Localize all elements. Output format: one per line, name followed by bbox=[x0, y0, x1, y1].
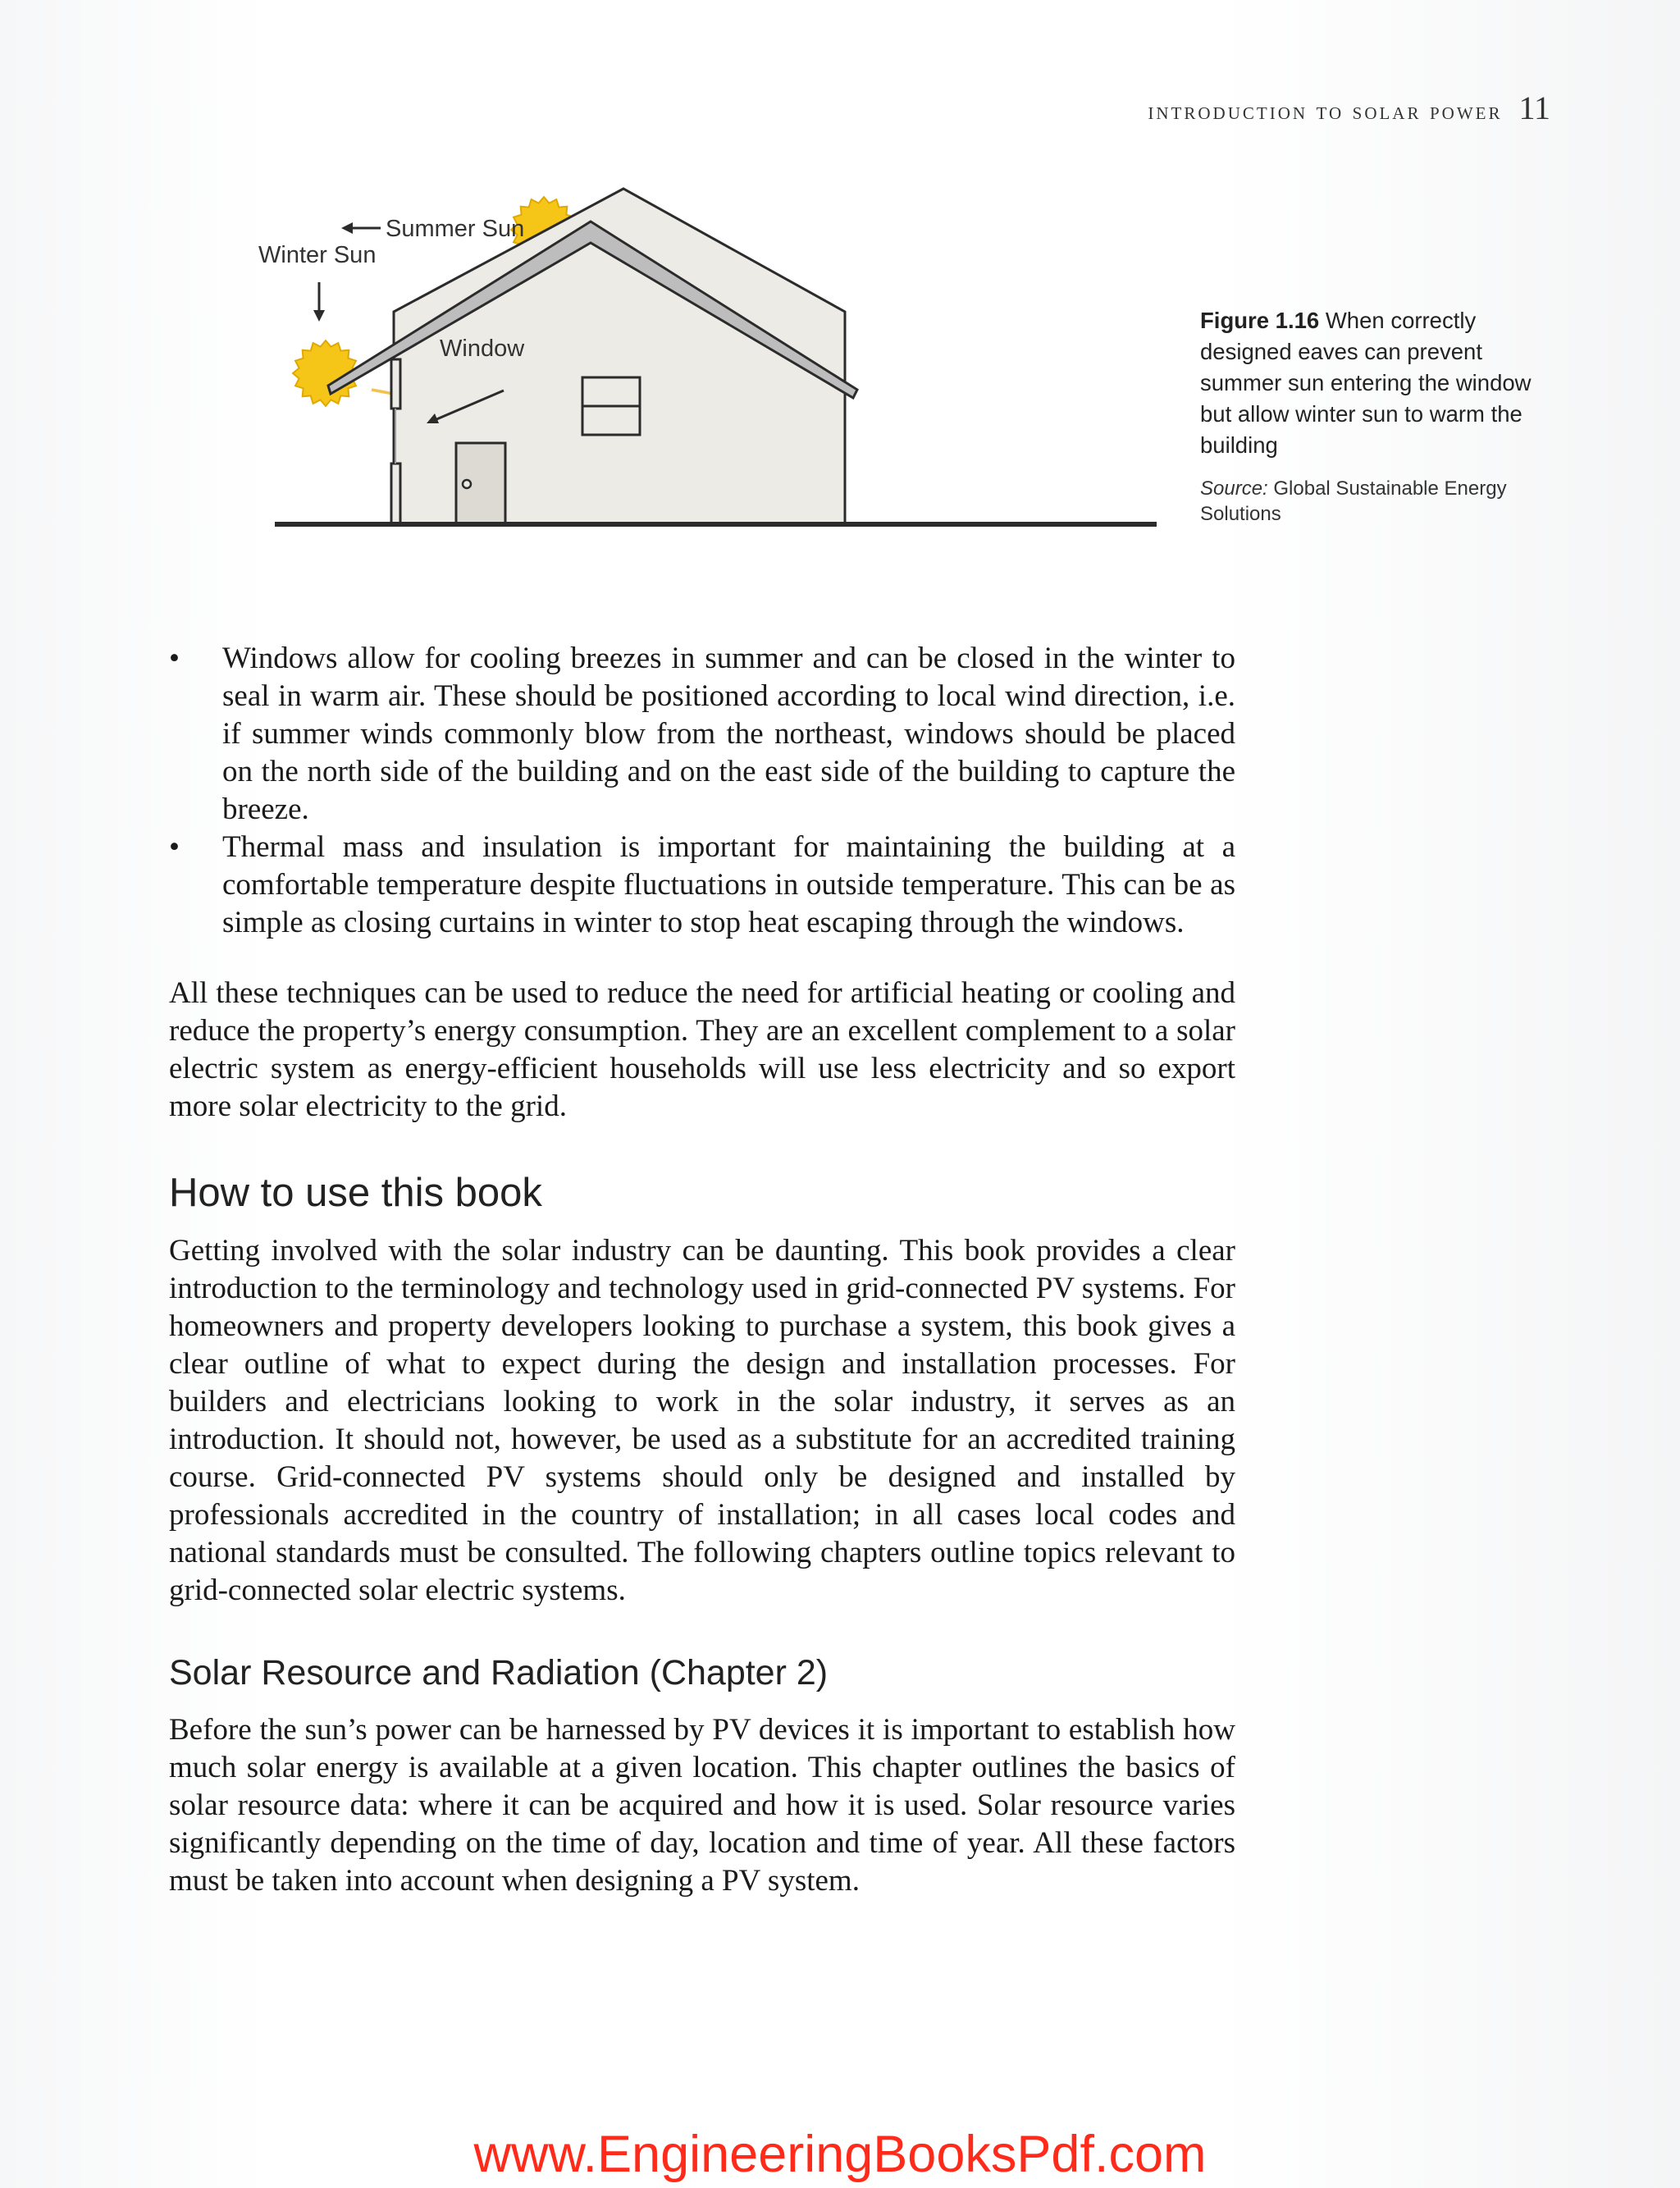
subsection-heading: Solar Resource and Radiation (Chapter 2) bbox=[169, 1653, 829, 1692]
figure-caption bbox=[1200, 305, 1561, 527]
figure-description: When correctly designed eaves can prevent summer sun entering the window but allow winter sun to warm the building bbox=[1200, 308, 1532, 458]
figure-house-eaves bbox=[262, 180, 1165, 541]
caption-text bbox=[1200, 305, 1561, 461]
summer-sun-label: Summer Sun bbox=[386, 216, 525, 242]
summer-sun-label-arrowhead bbox=[341, 222, 353, 234]
window-slot-bottom bbox=[391, 464, 400, 523]
window-label: Window bbox=[440, 336, 525, 362]
section-heading: How to use this book bbox=[169, 1171, 542, 1215]
bullet-list bbox=[169, 640, 1235, 942]
running-header bbox=[943, 89, 1550, 127]
figure-source bbox=[1200, 476, 1561, 527]
eaves-diagram bbox=[262, 180, 1165, 541]
bullet-item: • Thermal mass and insulation is important for maintaining the building at a comfortable temperature despite fluctuations in outside temperature. This can be as simple as closing curtains in winter to stop heat escaping through the windows. bbox=[169, 829, 1235, 942]
door-knob bbox=[463, 480, 471, 488]
bullet-item: • Windows allow for cooling breezes in summer and can be closed in the winter to seal in warm air. These should be positioned according to local wind direction, i.e. if summer winds commonly blow from the northeast, windows should be placed on the north side of the building and on the east side of the building to capture the breeze. bbox=[169, 640, 1235, 829]
figure-label: Figure 1.16 bbox=[1200, 308, 1320, 333]
page-number: 11 bbox=[1518, 89, 1550, 126]
section-paragraph: Getting involved with the solar industry can be daunting. This book provides a clear introduction to the terminology and technology used in grid-connected PV systems. For homeowners and property developers looking to purchase a system, this book gives a clear outline of what to expect during the design and installation processes. For builders and electricians looking to work in the solar industry, it serves as an introduction. It should not, however, be used as a substitute for an accredited training course. Grid-connected PV systems should only be designed and installed by professionals accredited in the country of installation; in all cases local codes and national standards must be consulted. The following chapters outline topics relevant to grid-connected solar electric systems. bbox=[169, 1234, 1235, 1607]
winter-sun-label: Winter Sun bbox=[258, 242, 377, 268]
ground-line bbox=[275, 522, 1157, 527]
subsection-paragraph: Before the sun’s power can be harnessed by PV devices it is important to establish how much solar energy is available at a given location. This chapter outlines the basics of solar resource data: where it can be acquired and how it is used. Solar resource varies significantly depending on the time of day, location and time of year. All these factors must be taken into account when designing a PV system. bbox=[169, 1713, 1235, 1898]
watermark: www.EngineeringBooksPdf.com bbox=[473, 2126, 1207, 2183]
window-slot-top bbox=[391, 359, 400, 409]
paragraph: All these techniques can be used to reduce the need for artificial heating or cooling and reduce the property’s energy consumption. They are an excellent complement to a solar electric system as energy-efficient households will use less electricity and so export more solar electricity to the grid. bbox=[169, 976, 1235, 1123]
running-header-title: introduction to solar power bbox=[1148, 98, 1503, 125]
source-label: Source: bbox=[1200, 477, 1268, 500]
main-text bbox=[169, 640, 1235, 1900]
source-text: Global Sustainable Energy Solutions bbox=[1200, 477, 1507, 525]
winter-sun-label-arrow bbox=[308, 277, 332, 327]
